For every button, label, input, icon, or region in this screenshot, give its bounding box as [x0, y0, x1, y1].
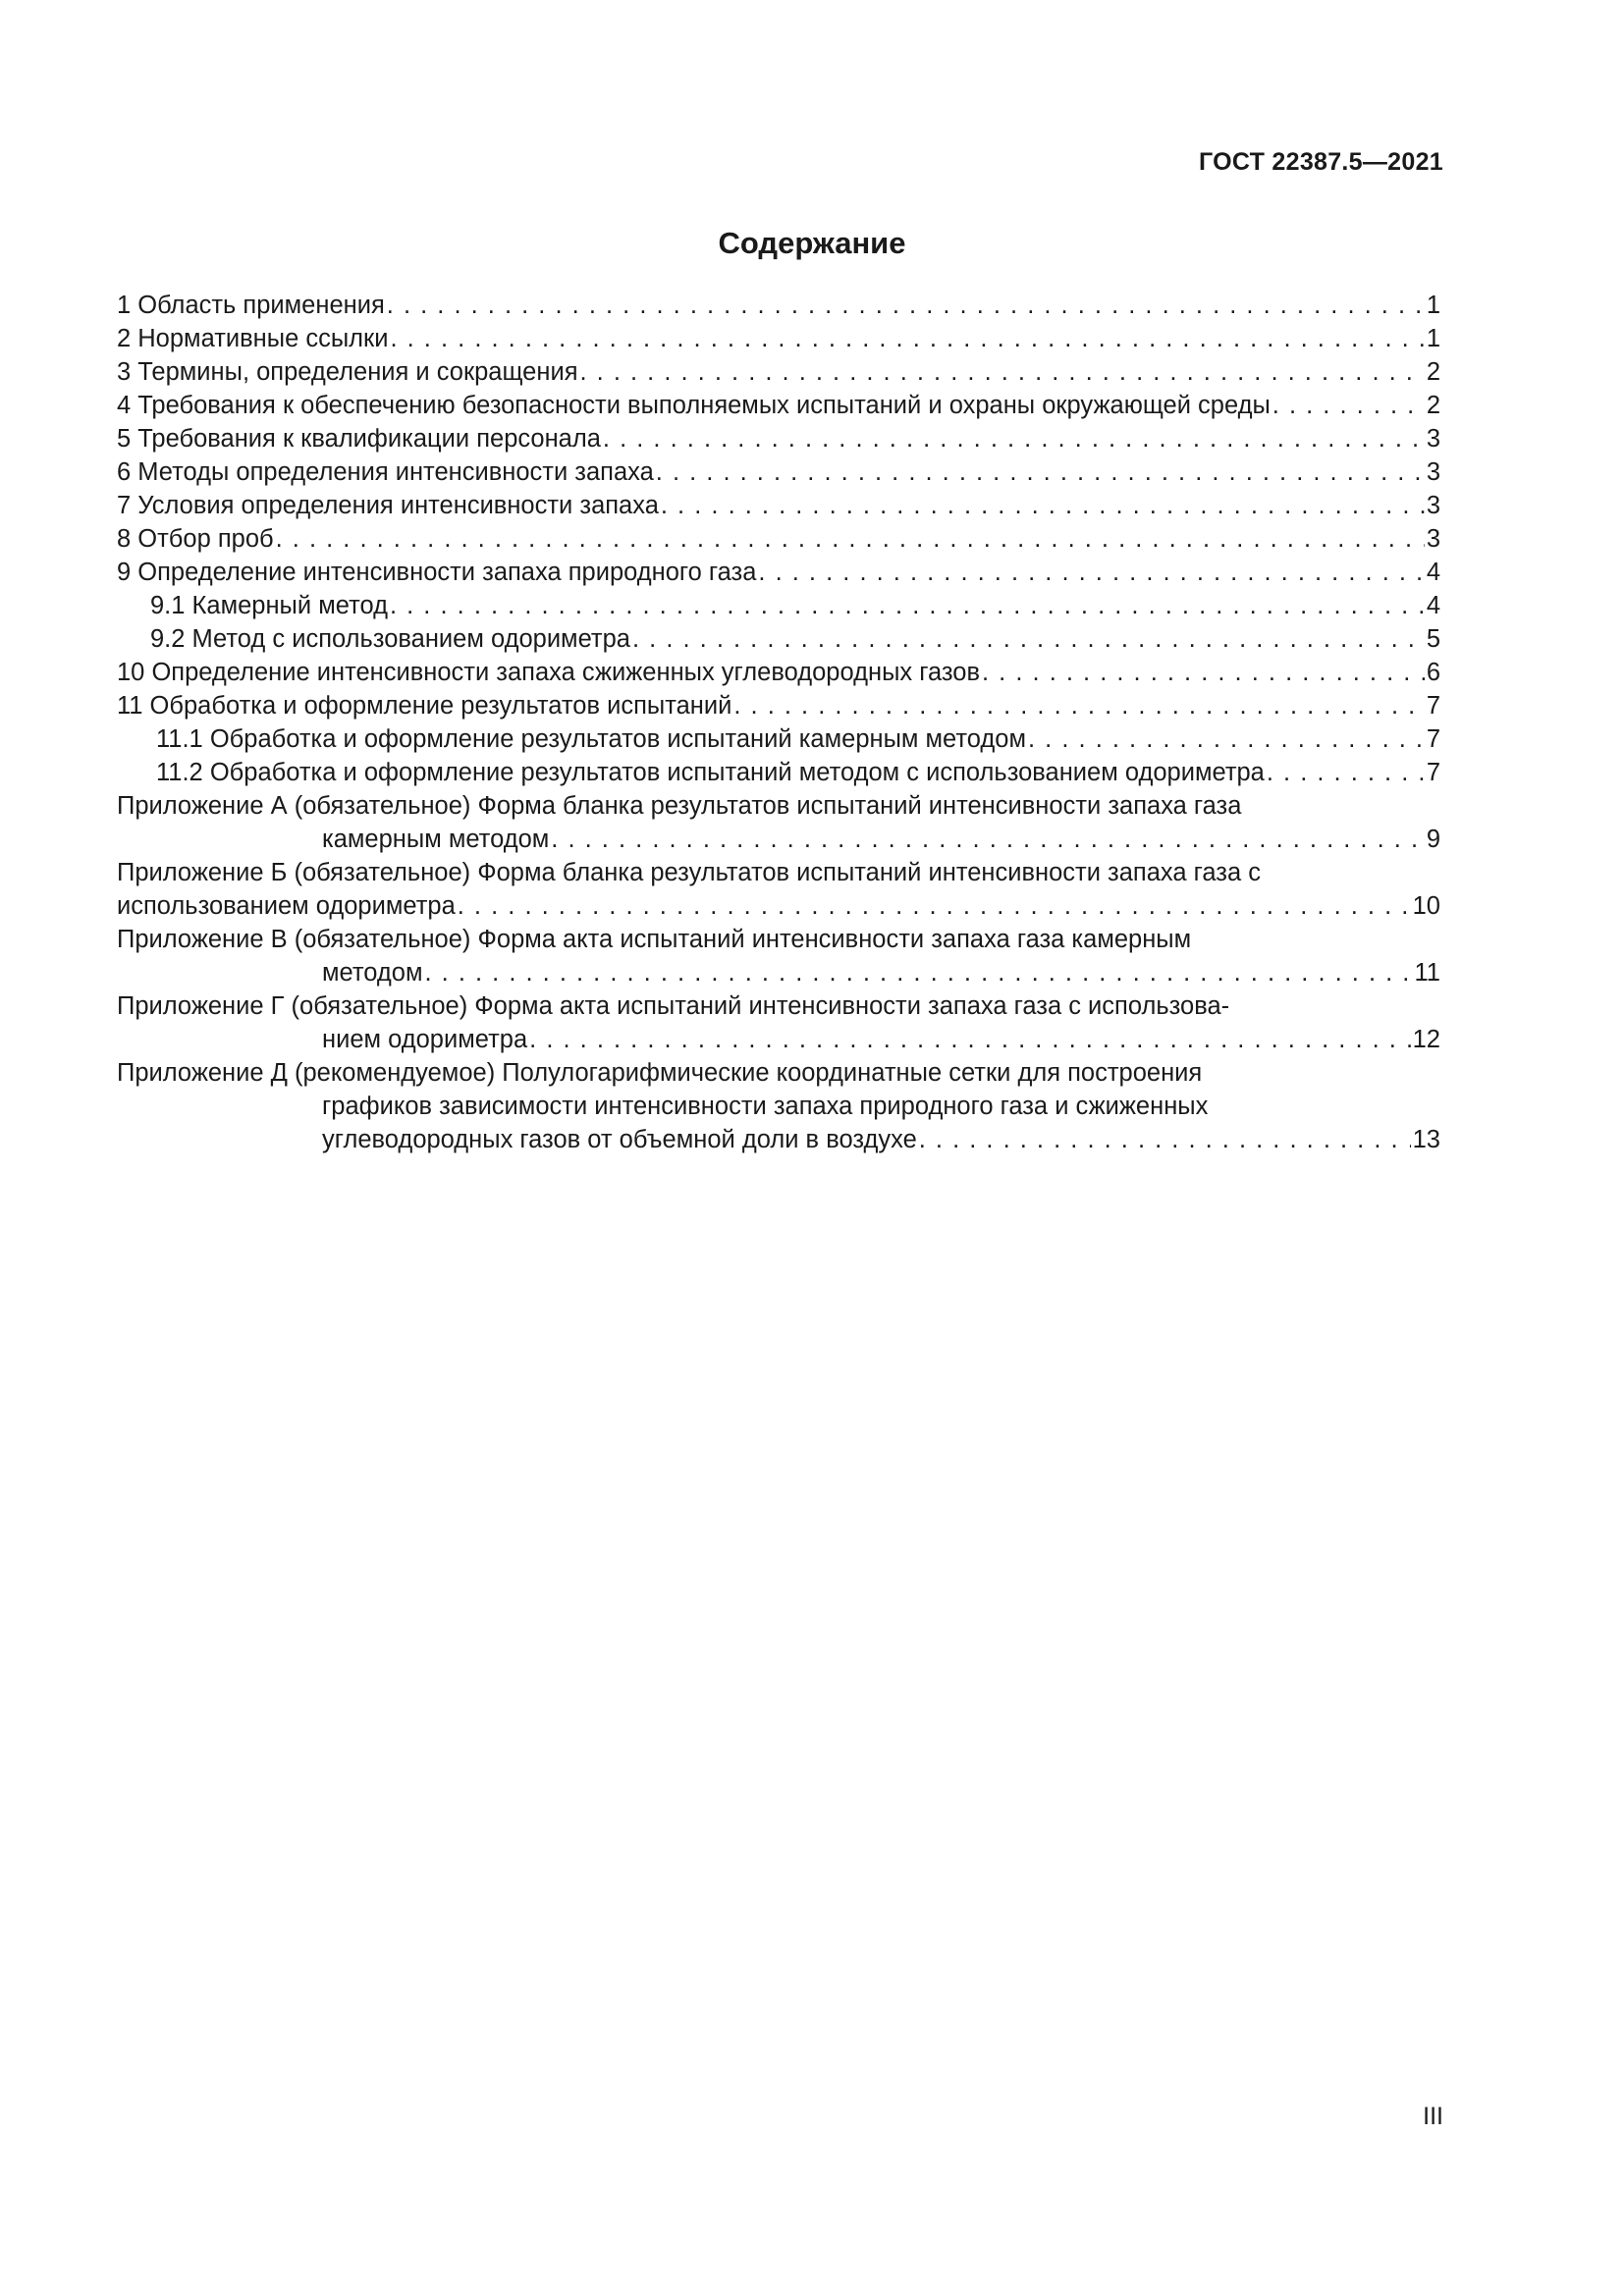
- toc-entry-text: Приложение Д (рекомендуемое) Полулогарифмические координатные сетки для построения: [117, 1059, 1203, 1087]
- toc-entry-text: 9 Определение интенсивности запаха природного газа: [117, 559, 757, 586]
- toc-entry-6[interactable]: [117, 455, 1440, 489]
- toc-entry-text: 6 Методы определения интенсивности запаха: [117, 458, 654, 486]
- toc-appendix-d[interactable]: [117, 1056, 1440, 1156]
- toc-entry-text: 10 Определение интенсивности запаха сжиженных углеводородных газов: [117, 659, 981, 686]
- toc-page-number: 3: [1426, 492, 1440, 519]
- toc-page-number: 3: [1426, 525, 1440, 553]
- toc-entry-text: Приложение А (обязательное) Форма бланка результатов испытаний интенсивности запаха газа: [117, 792, 1242, 820]
- leader-dots: [551, 823, 1425, 856]
- toc-entry-4[interactable]: [117, 389, 1440, 422]
- toc-entry-text: 7 Условия определения интенсивности запаха: [117, 492, 659, 519]
- leader-dots: [458, 889, 1411, 923]
- toc-page-number: 2: [1426, 392, 1440, 419]
- toc-entry-text: углеводородных газов от объемной доли в воздухе: [322, 1126, 917, 1153]
- toc-entry-text: 4 Требования к обеспечению безопасности выполняемых испытаний и охраны окружающей среды: [117, 392, 1271, 419]
- toc-page-number: 10: [1412, 892, 1440, 920]
- toc-entry-3[interactable]: [117, 355, 1440, 389]
- toc-entry-9[interactable]: [117, 556, 1440, 589]
- leader-dots: [656, 455, 1425, 489]
- toc-entry-9-1[interactable]: [117, 589, 1440, 622]
- toc-entry-text: 3 Термины, определения и сокращения: [117, 358, 578, 386]
- toc-entry-text: 9.2 Метод с использованием одориметра: [150, 625, 630, 653]
- toc-page-number: 1: [1426, 292, 1440, 319]
- leader-dots: [390, 589, 1425, 622]
- toc-appendix-b[interactable]: [117, 856, 1440, 923]
- toc-entry-text: нием одориметра: [322, 1026, 528, 1053]
- toc-entry-7[interactable]: [117, 489, 1440, 522]
- toc-page-number: 1: [1426, 325, 1440, 352]
- toc-page-number: 4: [1426, 559, 1440, 586]
- toc-page-number: 6: [1426, 659, 1440, 686]
- toc-page-number: 5: [1426, 625, 1440, 653]
- leader-dots: [529, 1023, 1410, 1056]
- toc-page-number: 4: [1426, 592, 1440, 619]
- toc-entry-text: графиков зависимости интенсивности запаха природного газа и сжиженных: [322, 1093, 1209, 1120]
- toc-entry-2[interactable]: [117, 322, 1440, 355]
- toc-entry-8[interactable]: [117, 522, 1440, 556]
- page-number: III: [1423, 2103, 1443, 2130]
- leader-dots: [276, 522, 1425, 556]
- leader-dots: [603, 422, 1425, 455]
- toc-page-number: 3: [1426, 458, 1440, 486]
- toc-entry-9-2[interactable]: [117, 622, 1440, 656]
- standard-designation: ГОСТ 22387.5—2021: [1198, 148, 1443, 176]
- toc-entry-text: Приложение В (обязательное) Форма акта испытаний интенсивности запаха газа камерным: [117, 926, 1192, 953]
- page-title: Содержание: [718, 226, 906, 260]
- toc-entry-10[interactable]: [117, 656, 1440, 689]
- toc-page-number: 7: [1426, 692, 1440, 720]
- toc-page-number: 12: [1412, 1026, 1440, 1053]
- toc-entry-text: 11.1 Обработка и оформление результатов испытаний камерным методом: [156, 725, 1027, 753]
- leader-dots: [733, 689, 1424, 722]
- toc-entry-text: использованием одориметра: [117, 892, 456, 920]
- toc-appendix-v[interactable]: [117, 923, 1440, 989]
- toc-page-number: 13: [1412, 1126, 1440, 1153]
- toc-appendix-a[interactable]: [117, 789, 1440, 856]
- toc-entry-5[interactable]: [117, 422, 1440, 455]
- toc-entry-text: Приложение Б (обязательное) Форма бланка результатов испытаний интенсивности запаха газа с: [117, 859, 1261, 886]
- toc-entry-text: 8 Отбор проб: [117, 525, 274, 553]
- toc-page-number: 11: [1414, 959, 1440, 987]
- toc-entry-text: 9.1 Камерный метод: [150, 592, 388, 619]
- leader-dots: [632, 622, 1425, 656]
- leader-dots: [1267, 756, 1425, 789]
- toc-entry-11-2[interactable]: [117, 756, 1440, 789]
- toc-entry-11[interactable]: [117, 689, 1440, 722]
- leader-dots: [387, 289, 1425, 322]
- leader-dots: [424, 956, 1412, 989]
- leader-dots: [390, 322, 1424, 355]
- leader-dots: [1028, 722, 1425, 756]
- toc-page-number: 2: [1426, 358, 1440, 386]
- toc-entry-text: камерным методом: [322, 826, 550, 853]
- toc-page-number: 7: [1426, 759, 1440, 786]
- leader-dots: [580, 355, 1425, 389]
- toc-page-number: 3: [1426, 425, 1440, 453]
- toc-entry-text: 11 Обработка и оформление результатов испытаний: [117, 692, 732, 720]
- toc-entry-11-1[interactable]: [117, 722, 1440, 756]
- toc-entry-text: 11.2 Обработка и оформление результатов испытаний методом с использованием одориметра: [156, 759, 1265, 786]
- toc-appendix-g[interactable]: [117, 989, 1440, 1056]
- toc-entry-text: 2 Нормативные ссылки: [117, 325, 389, 352]
- toc-page-number: 7: [1426, 725, 1440, 753]
- leader-dots: [1272, 389, 1425, 422]
- leader-dots: [982, 656, 1425, 689]
- table-of-contents: [117, 289, 1440, 1156]
- toc-entry-text: 5 Требования к квалификации персонала: [117, 425, 601, 453]
- toc-entry-text: Приложение Г (обязательное) Форма акта испытаний интенсивности запаха газа с использова-: [117, 992, 1230, 1020]
- toc-entry-text: 1 Область применения: [117, 292, 385, 319]
- toc-entry-text: методом: [322, 959, 423, 987]
- leader-dots: [758, 556, 1424, 589]
- leader-dots: [919, 1123, 1411, 1156]
- toc-page-number: 9: [1426, 826, 1440, 853]
- toc-entry-1[interactable]: [117, 289, 1440, 322]
- leader-dots: [661, 489, 1425, 522]
